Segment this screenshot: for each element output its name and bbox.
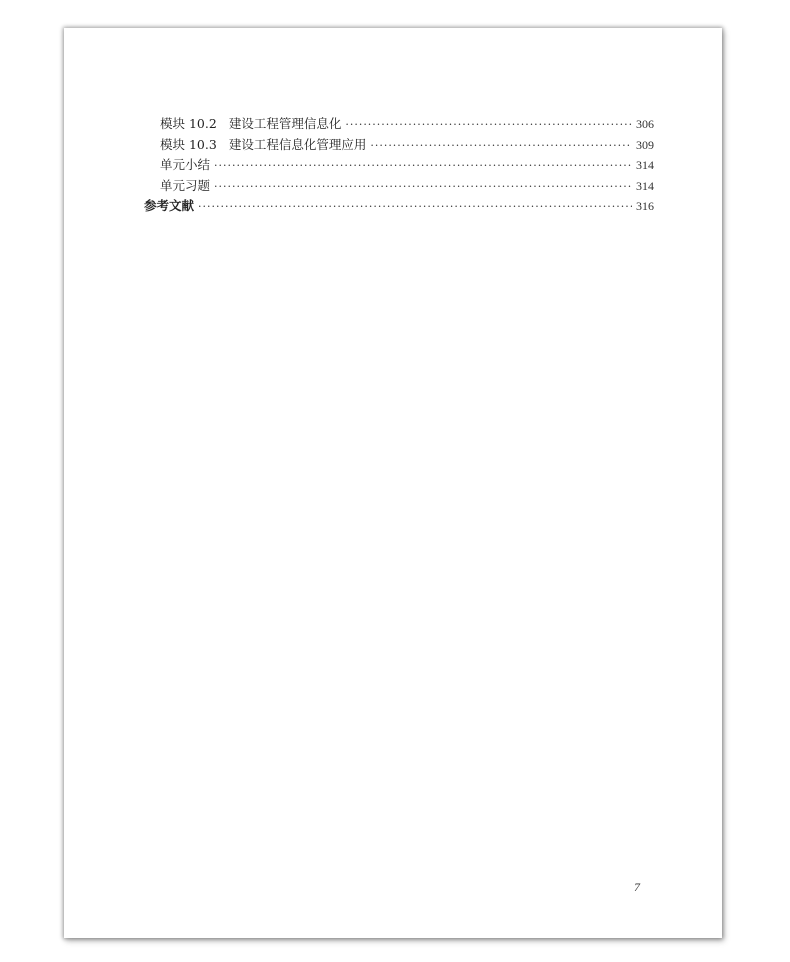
dot-leader — [214, 156, 632, 177]
toc-entry-page: 306 — [636, 117, 654, 131]
document-page — [64, 28, 722, 938]
toc-entry-number: 模块 10.2 — [160, 116, 217, 131]
toc-entry-page: 309 — [636, 137, 654, 152]
toc-entry-page: 314 — [636, 158, 654, 172]
toc-entry-title: 单元小结 — [160, 157, 211, 172]
toc-entry-unit-summary[interactable] — [144, 155, 654, 176]
toc-entry-unit-exercises[interactable] — [144, 176, 654, 197]
toc-entry-title: 单元习题 — [160, 177, 211, 193]
toc-entry-module-10-3[interactable] — [144, 135, 654, 156]
table-of-contents — [144, 114, 654, 217]
dot-leader — [214, 177, 632, 198]
dot-leader — [345, 115, 632, 136]
toc-entry-references[interactable] — [144, 196, 654, 217]
dot-leader — [370, 136, 632, 157]
toc-entry-page: 314 — [636, 178, 654, 193]
page-number: 7 — [634, 880, 640, 894]
toc-entry-module-10-2[interactable] — [144, 114, 654, 135]
dot-leader — [198, 197, 632, 218]
toc-entry-title: 建设工程管理信息化 — [228, 116, 342, 131]
toc-entry-title: 建设工程信息化管理应用 — [228, 136, 367, 152]
toc-entry-number: 模块 10.3 — [160, 136, 217, 152]
toc-entry-title: 参考文献 — [144, 198, 195, 213]
toc-entry-page: 316 — [636, 199, 654, 213]
